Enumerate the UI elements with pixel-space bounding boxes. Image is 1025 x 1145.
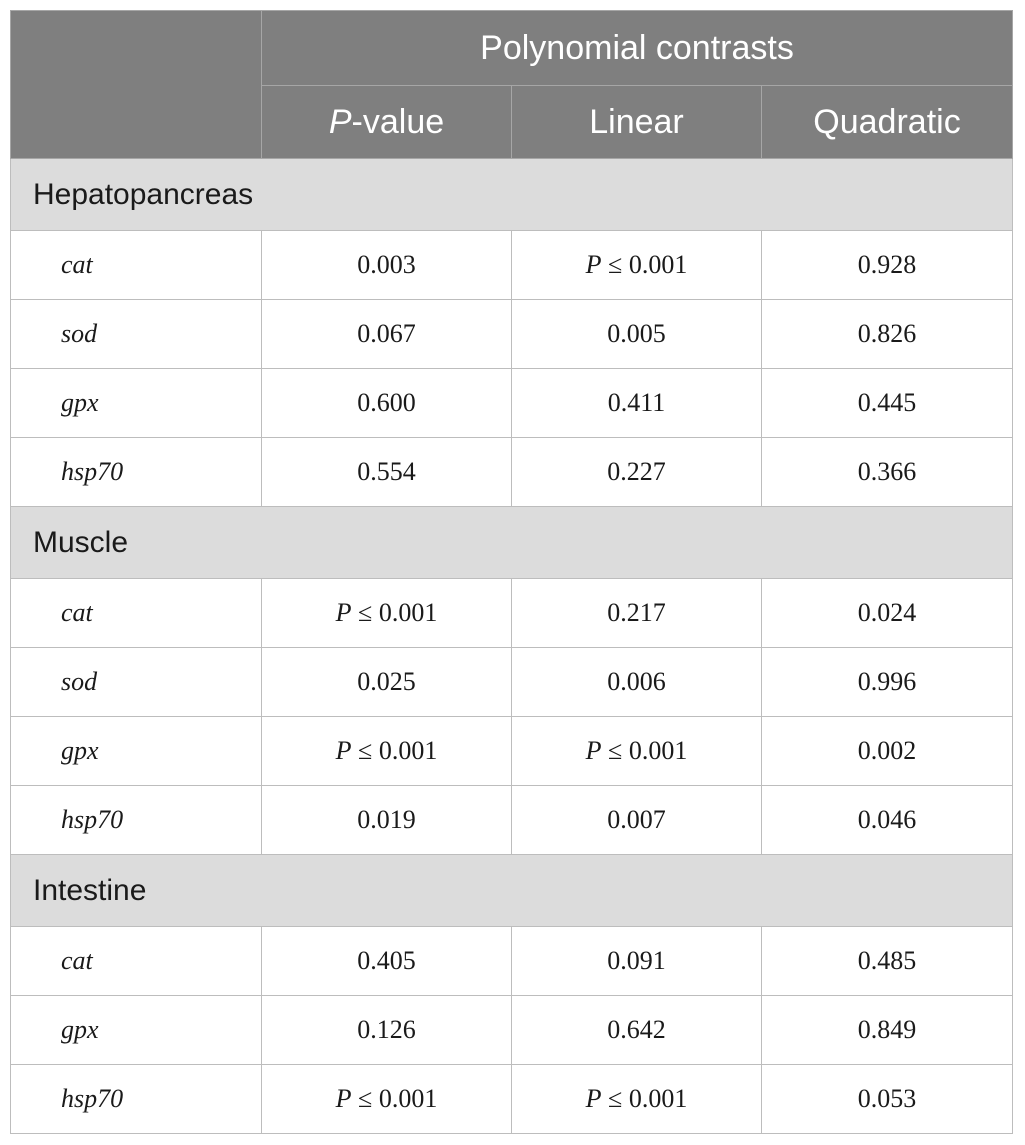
value-text: 0.025 [357, 667, 416, 696]
gene-cell: hsp70 [11, 1065, 262, 1134]
p-symbol: P [335, 1084, 352, 1113]
p-value-cell [262, 231, 512, 300]
linear-cell [512, 786, 762, 855]
value-text: 0.007 [607, 805, 666, 834]
gene-cell: cat [11, 231, 262, 300]
p-value-cell [262, 996, 512, 1065]
p-symbol: P [585, 1084, 602, 1113]
linear-cell [512, 300, 762, 369]
p-symbol: P [335, 736, 352, 765]
value-text: 0.006 [607, 667, 666, 696]
value-text: ≤ 0.001 [601, 250, 688, 279]
header-p-italic: P [328, 102, 352, 141]
linear-cell [512, 996, 762, 1065]
quadratic-cell: 0.849 [762, 996, 1013, 1065]
section-label: Muscle [11, 507, 1013, 579]
quadratic-cell: 0.046 [762, 786, 1013, 855]
table-body [11, 159, 1013, 1134]
gene-cell: gpx [11, 369, 262, 438]
table-row [11, 369, 1013, 438]
gene-cell: hsp70 [11, 786, 262, 855]
header-p-rest: -value [351, 102, 445, 141]
header-polynomial-contrasts: Polynomial contrasts [262, 11, 1013, 86]
quadratic-cell: 0.485 [762, 927, 1013, 996]
header-linear: Linear [512, 86, 762, 159]
header-row-1 [11, 11, 1013, 86]
value-text: 0.217 [607, 598, 666, 627]
table-row [11, 579, 1013, 648]
section-row-hepatopancreas [11, 159, 1013, 231]
p-value-cell [262, 927, 512, 996]
gene-cell: gpx [11, 996, 262, 1065]
polynomial-contrasts-table [10, 10, 1013, 1134]
value-text: ≤ 0.001 [351, 598, 438, 627]
p-value-cell [262, 438, 512, 507]
quadratic-cell: 0.928 [762, 231, 1013, 300]
p-value-cell [262, 579, 512, 648]
table-row [11, 300, 1013, 369]
linear-cell [512, 927, 762, 996]
value-text: 0.411 [607, 388, 666, 417]
value-text: 0.126 [357, 1015, 416, 1044]
value-text: ≤ 0.001 [601, 736, 688, 765]
p-symbol: P [585, 250, 602, 279]
gene-cell: cat [11, 927, 262, 996]
p-value-cell [262, 300, 512, 369]
table-row [11, 1065, 1013, 1134]
section-row-intestine [11, 855, 1013, 927]
p-value-cell [262, 717, 512, 786]
linear-cell [512, 1065, 762, 1134]
value-text: 0.091 [607, 946, 666, 975]
quadratic-cell: 0.996 [762, 648, 1013, 717]
table-row [11, 648, 1013, 717]
p-symbol: P [585, 736, 602, 765]
value-text: 0.227 [607, 457, 666, 486]
value-text: 0.554 [357, 457, 416, 486]
p-value-cell [262, 648, 512, 717]
table-row [11, 231, 1013, 300]
p-value-cell [262, 369, 512, 438]
quadratic-cell: 0.024 [762, 579, 1013, 648]
value-text: 0.600 [357, 388, 416, 417]
quadratic-cell: 0.366 [762, 438, 1013, 507]
linear-cell [512, 648, 762, 717]
linear-cell [512, 438, 762, 507]
value-text: 0.019 [357, 805, 416, 834]
table-row [11, 786, 1013, 855]
value-text: 0.067 [357, 319, 416, 348]
value-text: 0.642 [607, 1015, 666, 1044]
header-empty-cell [11, 11, 262, 159]
p-symbol: P [335, 598, 352, 627]
gene-cell: cat [11, 579, 262, 648]
table-row [11, 438, 1013, 507]
gene-cell: sod [11, 648, 262, 717]
section-label: Intestine [11, 855, 1013, 927]
quadratic-cell: 0.826 [762, 300, 1013, 369]
linear-cell [512, 717, 762, 786]
value-text: 0.003 [357, 250, 416, 279]
table-row [11, 717, 1013, 786]
p-value-cell [262, 786, 512, 855]
gene-cell: sod [11, 300, 262, 369]
linear-cell [512, 369, 762, 438]
section-row-muscle [11, 507, 1013, 579]
p-value-cell [262, 1065, 512, 1134]
table-row [11, 927, 1013, 996]
value-text: ≤ 0.001 [351, 736, 438, 765]
section-label: Hepatopancreas [11, 159, 1013, 231]
value-text: ≤ 0.001 [601, 1084, 688, 1113]
results-table-container [10, 10, 1012, 1134]
value-text: 0.405 [357, 946, 416, 975]
quadratic-cell: 0.002 [762, 717, 1013, 786]
value-text: ≤ 0.001 [351, 1084, 438, 1113]
table-header [11, 11, 1013, 159]
header-quadratic: Quadratic [762, 86, 1013, 159]
gene-cell: hsp70 [11, 438, 262, 507]
linear-cell [512, 231, 762, 300]
header-p-value [262, 86, 512, 159]
quadratic-cell: 0.445 [762, 369, 1013, 438]
value-text: 0.005 [607, 319, 666, 348]
table-row [11, 996, 1013, 1065]
gene-cell: gpx [11, 717, 262, 786]
quadratic-cell: 0.053 [762, 1065, 1013, 1134]
linear-cell [512, 579, 762, 648]
